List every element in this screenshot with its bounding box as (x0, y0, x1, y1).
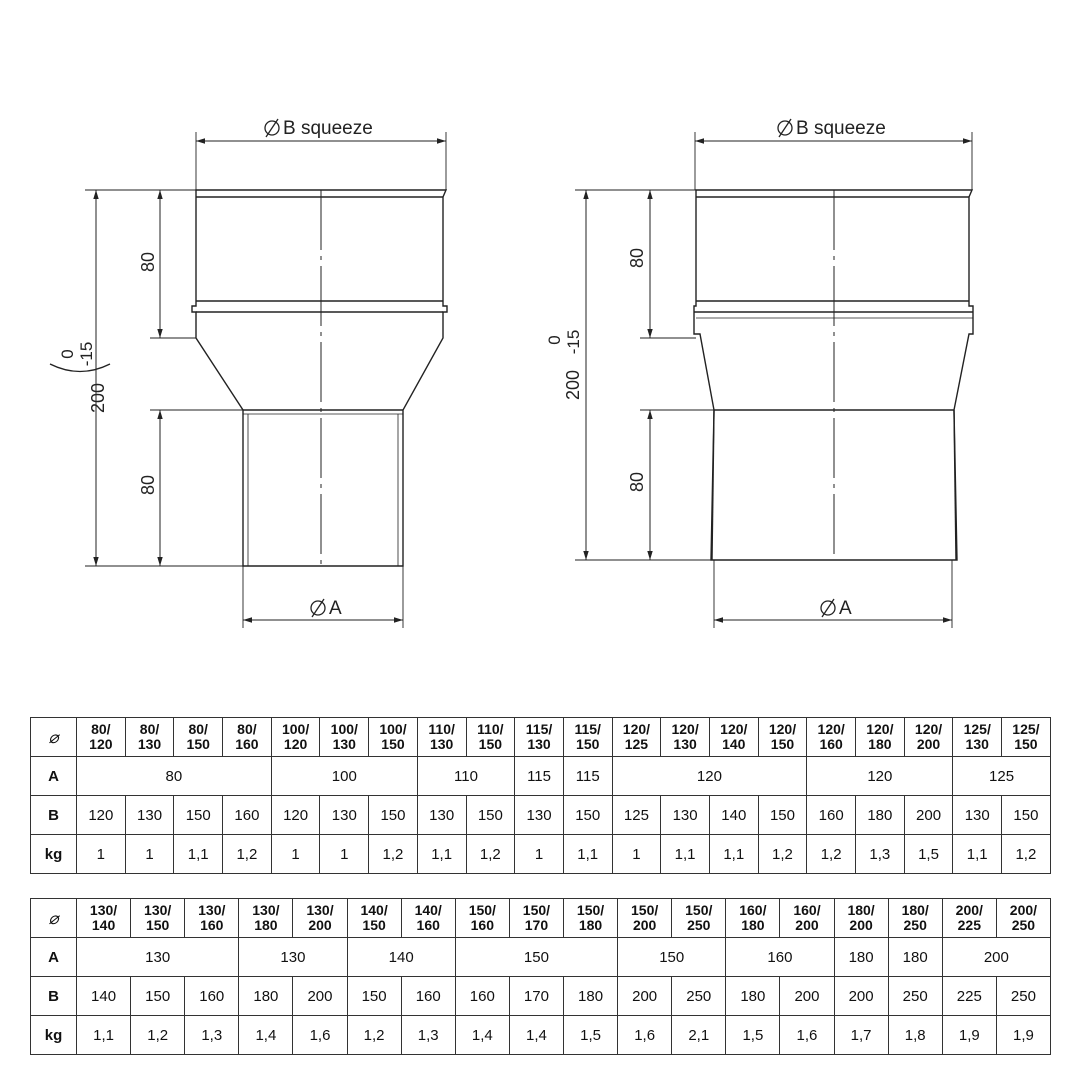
a-value-cell: 125 (953, 757, 1050, 796)
left-tol-upper: 0 (58, 349, 77, 359)
kg-value-cell: 1,2 (466, 835, 515, 874)
size-header-cell: 120/ 130 (661, 718, 710, 757)
right-tol-upper: 0 (545, 335, 564, 345)
row-b (31, 796, 1051, 835)
kg-value-cell: 1,2 (131, 1016, 185, 1055)
a-value-cell: 130 (239, 938, 347, 977)
row-label-a: A (31, 757, 77, 796)
b-value-cell: 225 (942, 977, 996, 1016)
a-value-cell: 180 (834, 938, 888, 977)
kg-value-cell: 1 (125, 835, 174, 874)
size-header-cell: 130/ 150 (131, 899, 185, 938)
b-value-cell: 130 (661, 796, 710, 835)
size-header-cell: 80/ 150 (174, 718, 223, 757)
kg-value-cell: 1,9 (942, 1016, 996, 1055)
kg-value-cell: 1,2 (807, 835, 856, 874)
b-value-cell: 130 (320, 796, 369, 835)
size-header-cell: 130/ 140 (77, 899, 131, 938)
size-header-cell: 100/ 130 (320, 718, 369, 757)
size-header-cell: 110/ 150 (466, 718, 515, 757)
b-value-cell: 150 (466, 796, 515, 835)
kg-value-cell: 1,4 (455, 1016, 509, 1055)
row-label-a: A (31, 938, 77, 977)
diameter-symbol: ⌀ (31, 899, 77, 938)
row-b (31, 977, 1051, 1016)
size-table-2 (30, 898, 1051, 1055)
kg-value-cell: 1,9 (996, 1016, 1050, 1055)
size-header-cell: 130/ 160 (185, 899, 239, 938)
size-header-cell: 80/ 120 (77, 718, 126, 757)
row-kg (31, 1016, 1051, 1055)
kg-value-cell: 1,4 (509, 1016, 563, 1055)
b-value-cell: 200 (618, 977, 672, 1016)
kg-value-cell: 1,1 (953, 835, 1002, 874)
diameter-icon (821, 599, 835, 617)
b-value-cell: 180 (239, 977, 293, 1016)
size-header-cell: 130/ 200 (293, 899, 347, 938)
size-header-cell: 130/ 180 (239, 899, 293, 938)
b-value-cell: 180 (563, 977, 617, 1016)
right-dim-200: 200 (563, 369, 583, 401)
b-value-cell: 150 (369, 796, 418, 835)
size-header-cell: 140/ 160 (401, 899, 455, 938)
a-value-cell: 180 (888, 938, 942, 977)
kg-value-cell: 1,2 (347, 1016, 401, 1055)
size-header-cell: 150/ 200 (618, 899, 672, 938)
kg-value-cell: 2,1 (672, 1016, 726, 1055)
b-value-cell: 120 (271, 796, 320, 835)
left-tol-lower: -15 (77, 341, 96, 367)
size-header-cell: 160/ 180 (726, 899, 780, 938)
kg-value-cell: 1 (515, 835, 564, 874)
right-label-b-squeeze: B squeeze (796, 118, 886, 139)
b-value-cell: 250 (672, 977, 726, 1016)
left-dim-200: 200 (88, 382, 108, 414)
b-value-cell: 160 (185, 977, 239, 1016)
size-header-cell: 100/ 120 (271, 718, 320, 757)
a-value-cell: 200 (942, 938, 1050, 977)
size-header-cell: 110/ 130 (417, 718, 466, 757)
a-value-cell: 130 (77, 938, 239, 977)
right-label-a: A (839, 598, 852, 619)
b-value-cell: 150 (174, 796, 223, 835)
b-value-cell: 120 (77, 796, 126, 835)
kg-value-cell: 1,2 (758, 835, 807, 874)
row-label-kg: kg (31, 1016, 77, 1055)
b-value-cell: 170 (509, 977, 563, 1016)
b-value-cell: 250 (888, 977, 942, 1016)
a-value-cell: 100 (271, 757, 417, 796)
right-dim-80-bottom: 80 (627, 471, 647, 493)
kg-value-cell: 1,3 (185, 1016, 239, 1055)
diameter-icon (778, 119, 792, 137)
kg-value-cell: 1 (320, 835, 369, 874)
header-row (31, 718, 1051, 757)
b-value-cell: 150 (1002, 796, 1051, 835)
size-header-cell: 80/ 130 (125, 718, 174, 757)
a-value-cell: 120 (807, 757, 953, 796)
right-view (575, 132, 973, 628)
b-value-cell: 150 (563, 796, 612, 835)
right-view-labels (545, 118, 886, 619)
left-label-a: A (329, 598, 342, 619)
kg-value-cell: 1 (271, 835, 320, 874)
b-value-cell: 160 (401, 977, 455, 1016)
b-value-cell: 125 (612, 796, 661, 835)
size-header-cell: 115/ 130 (515, 718, 564, 757)
row-label-kg: kg (31, 835, 77, 874)
kg-value-cell: 1 (77, 835, 126, 874)
left-label-b-squeeze: B squeeze (283, 118, 373, 139)
kg-value-cell: 1,8 (888, 1016, 942, 1055)
b-value-cell: 130 (515, 796, 564, 835)
kg-value-cell: 1,7 (834, 1016, 888, 1055)
diameter-symbol: ⌀ (31, 718, 77, 757)
b-value-cell: 140 (77, 977, 131, 1016)
kg-value-cell: 1,5 (563, 1016, 617, 1055)
header-row (31, 899, 1051, 938)
a-value-cell: 115 (563, 757, 612, 796)
b-value-cell: 150 (131, 977, 185, 1016)
size-header-cell: 160/ 200 (780, 899, 834, 938)
a-value-cell: 160 (726, 938, 834, 977)
kg-value-cell: 1,5 (726, 1016, 780, 1055)
left-dim-80-bottom: 80 (138, 474, 158, 496)
a-value-cell: 115 (515, 757, 564, 796)
diameter-icon (265, 119, 279, 137)
b-value-cell: 140 (709, 796, 758, 835)
b-value-cell: 180 (726, 977, 780, 1016)
size-header-cell: 140/ 150 (347, 899, 401, 938)
kg-value-cell: 1,6 (780, 1016, 834, 1055)
kg-value-cell: 1,2 (223, 835, 272, 874)
size-header-cell: 125/ 130 (953, 718, 1002, 757)
kg-value-cell: 1,5 (904, 835, 953, 874)
size-header-cell: 120/ 125 (612, 718, 661, 757)
size-header-cell: 200/ 250 (996, 899, 1050, 938)
b-value-cell: 150 (347, 977, 401, 1016)
kg-value-cell: 1,1 (661, 835, 710, 874)
size-header-cell: 150/ 160 (455, 899, 509, 938)
kg-value-cell: 1,1 (174, 835, 223, 874)
b-value-cell: 200 (904, 796, 953, 835)
kg-value-cell: 1,6 (293, 1016, 347, 1055)
b-value-cell: 180 (856, 796, 905, 835)
row-label-b: B (31, 796, 77, 835)
right-dim-80-top: 80 (627, 247, 647, 269)
kg-value-cell: 1,2 (1002, 835, 1051, 874)
left-view (85, 132, 447, 628)
size-header-cell: 115/ 150 (563, 718, 612, 757)
b-value-cell: 160 (455, 977, 509, 1016)
a-value-cell: 150 (618, 938, 726, 977)
size-header-cell: 120/ 200 (904, 718, 953, 757)
a-value-cell: 120 (612, 757, 807, 796)
b-value-cell: 130 (417, 796, 466, 835)
a-value-cell: 150 (455, 938, 617, 977)
diameter-icon (311, 599, 325, 617)
size-header-cell: 180/ 250 (888, 899, 942, 938)
size-header-cell: 120/ 140 (709, 718, 758, 757)
b-value-cell: 250 (996, 977, 1050, 1016)
kg-value-cell: 1,4 (239, 1016, 293, 1055)
kg-value-cell: 1,3 (856, 835, 905, 874)
a-value-cell: 110 (417, 757, 514, 796)
kg-value-cell: 1,1 (563, 835, 612, 874)
b-value-cell: 200 (834, 977, 888, 1016)
kg-value-cell: 1,1 (77, 1016, 131, 1055)
size-header-cell: 120/ 160 (807, 718, 856, 757)
a-value-cell: 140 (347, 938, 455, 977)
kg-value-cell: 1,3 (401, 1016, 455, 1055)
b-value-cell: 200 (780, 977, 834, 1016)
size-header-cell: 180/ 200 (834, 899, 888, 938)
kg-value-cell: 1,6 (618, 1016, 672, 1055)
b-value-cell: 160 (807, 796, 856, 835)
row-label-b: B (31, 977, 77, 1016)
a-value-cell: 80 (77, 757, 272, 796)
size-header-cell: 120/ 180 (856, 718, 905, 757)
row-kg (31, 835, 1051, 874)
size-header-cell: 200/ 225 (942, 899, 996, 938)
size-header-cell: 150/ 250 (672, 899, 726, 938)
kg-value-cell: 1,1 (709, 835, 758, 874)
left-dim-80-top: 80 (138, 251, 158, 273)
b-value-cell: 130 (953, 796, 1002, 835)
kg-value-cell: 1,2 (369, 835, 418, 874)
size-header-cell: 100/ 150 (369, 718, 418, 757)
row-a (31, 757, 1051, 796)
size-table-1 (30, 717, 1051, 874)
b-value-cell: 130 (125, 796, 174, 835)
b-value-cell: 150 (758, 796, 807, 835)
size-header-cell: 120/ 150 (758, 718, 807, 757)
b-value-cell: 200 (293, 977, 347, 1016)
size-header-cell: 80/ 160 (223, 718, 272, 757)
size-header-cell: 150/ 180 (563, 899, 617, 938)
left-view-labels (50, 118, 373, 619)
kg-value-cell: 1 (612, 835, 661, 874)
size-header-cell: 150/ 170 (509, 899, 563, 938)
row-a (31, 938, 1051, 977)
right-tol-lower: -15 (564, 329, 583, 355)
kg-value-cell: 1,1 (417, 835, 466, 874)
b-value-cell: 160 (223, 796, 272, 835)
size-header-cell: 125/ 150 (1002, 718, 1051, 757)
